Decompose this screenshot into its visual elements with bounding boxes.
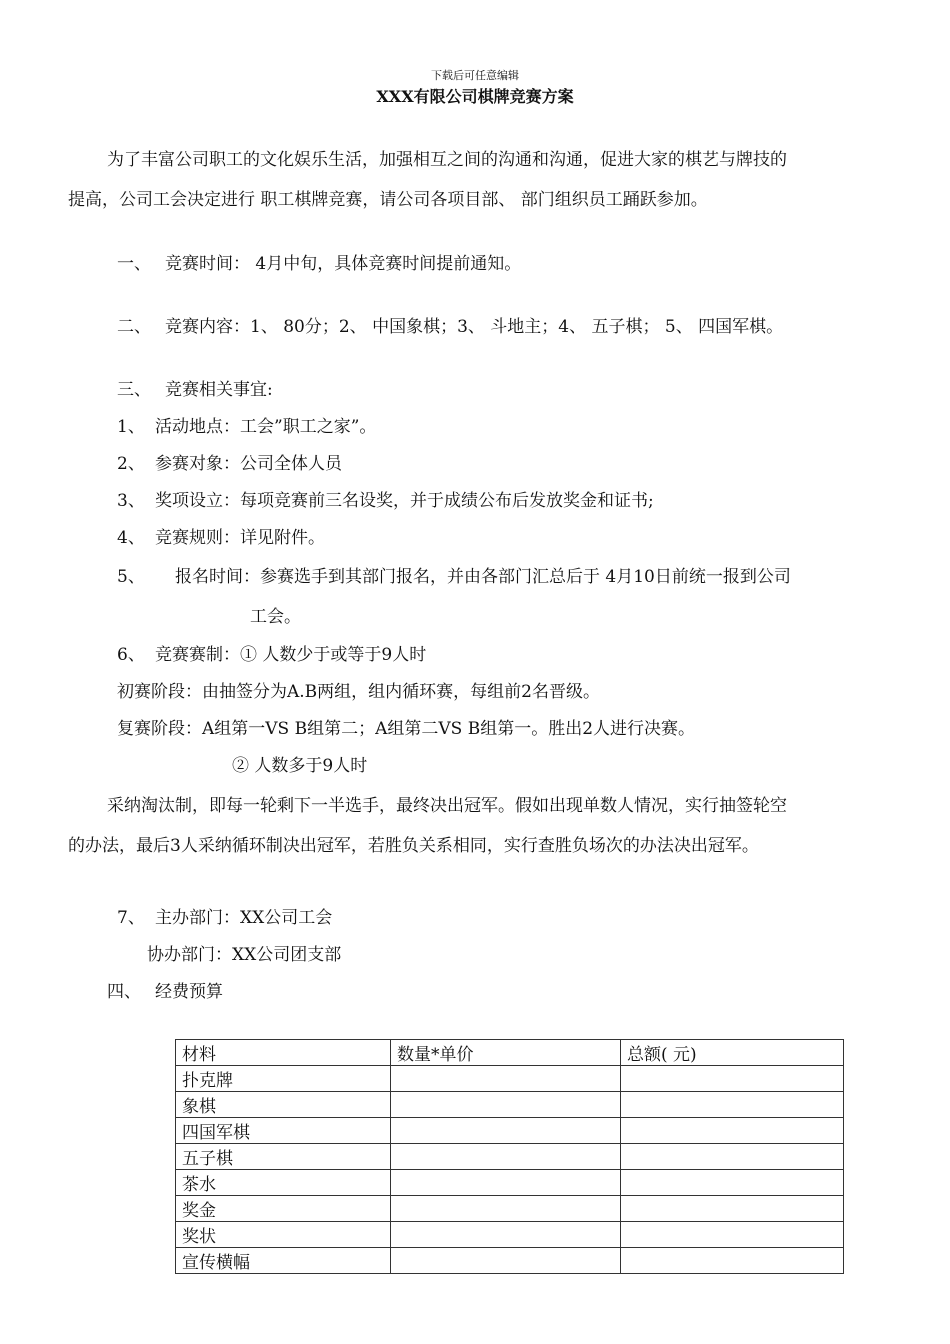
material-cell: 四国军棋 [176,1118,391,1144]
table-row [176,1066,844,1092]
column-header: 材料 [176,1040,391,1066]
material-cell: 奖金 [176,1196,391,1222]
item-4-text: 竞赛规则：详见附件。 [155,528,325,548]
item-5-number: 5、 [117,567,145,587]
preliminary-round: 初赛阶段：由抽签分为A.B两组，组内循环赛，每组前2名晋级。 [117,682,600,702]
column-header: 数量*单价 [391,1040,621,1066]
quantity-price-cell [391,1092,621,1118]
table-row [176,1170,844,1196]
total-cell [621,1092,844,1118]
total-cell [621,1170,844,1196]
table-row [176,1118,844,1144]
table-row [176,1222,844,1248]
knockout-line-2: 的办法，最后3人采纳循环制决出冠军，若胜负关系相同，实行查胜负场次的办法决出冠军。 [68,836,759,856]
item-5-continuation: 工会。 [250,607,301,627]
quantity-price-cell [391,1170,621,1196]
table-row [176,1196,844,1222]
organizer: 主办部门：XX公司工会 [155,908,333,928]
table-header-row [176,1040,844,1066]
page-title: XXX有限公司棋牌竞赛方案 [376,87,574,106]
total-cell [621,1248,844,1274]
item-7-number: 7、 [117,908,145,928]
material-cell: 象棋 [176,1092,391,1118]
item-2-text: 参赛对象：公司全体人员 [155,454,342,474]
co-organizer: 协办部门：XX公司团支部 [147,945,342,965]
quantity-price-cell [391,1196,621,1222]
section-2-number: 二、 [117,317,151,337]
total-cell [621,1118,844,1144]
material-cell: 扑克牌 [176,1066,391,1092]
table-row [176,1144,844,1170]
knockout-line-1: 采纳淘汰制，即每一轮剩下一半选手，最终决出冠军。假如出现单数人情况，实行抽签轮空 [107,796,787,816]
section-4-text: 经费预算 [155,982,223,1002]
section-3-number: 三、 [117,380,151,400]
item-3-text: 奖项设立：每项竞赛前三名设奖，并于成绩公布后发放奖金和证书; [155,491,654,511]
item-5-text: 报名时间：参赛选手到其部门报名，并由各部门汇总后于 4月10日前统一报到公司 [175,567,791,587]
table-row [176,1248,844,1274]
material-cell: 五子棋 [176,1144,391,1170]
second-round: 复赛阶段：A组第一VS B组第二；A组第二VS B组第一。胜出2人进行决赛。 [117,719,696,739]
item-3-number: 3、 [117,491,145,511]
section-4-number: 四、 [107,982,141,1002]
intro-line-1: 为了丰富公司职工的文化娱乐生活，加强相互之间的沟通和沟通，促进大家的棋艺与牌技的 [107,150,787,170]
section-1-text: 竞赛时间： 4月中旬，具体竞赛时间提前通知。 [165,254,522,274]
quantity-price-cell [391,1144,621,1170]
material-cell: 宣传横幅 [176,1248,391,1274]
quantity-price-cell [391,1066,621,1092]
item-4-number: 4、 [117,528,145,548]
column-header: 总额( 元) [621,1040,844,1066]
material-cell: 奖状 [176,1222,391,1248]
budget-table [175,1039,844,1274]
header-note: 下载后可任意编辑 [431,69,519,82]
total-cell [621,1222,844,1248]
total-cell [621,1066,844,1092]
material-cell: 茶水 [176,1170,391,1196]
section-2-text: 竞赛内容：1、 80分；2、 中国象棋；3、 斗地主；4、 五子棋； 5、 四国军棋。 [165,317,784,337]
quantity-price-cell [391,1222,621,1248]
total-cell [621,1144,844,1170]
table-row [176,1092,844,1118]
section-3-heading: 竞赛相关事宜: [165,380,273,400]
item-1-text: 活动地点：工会”职工之家”。 [155,417,377,437]
item-2-number: 2、 [117,454,145,474]
item-6-text: 竞赛赛制：① 人数少于或等于9人时 [155,645,427,665]
quantity-price-cell [391,1248,621,1274]
case-more-than-nine: ② 人数多于9人时 [232,756,368,776]
section-1-number: 一、 [117,254,151,274]
item-6-number: 6、 [117,645,145,665]
quantity-price-cell [391,1118,621,1144]
total-cell [621,1196,844,1222]
intro-line-2: 提高，公司工会决定进行 职工棋牌竞赛，请公司各项目部、 部门组织员工踊跃参加。 [68,190,708,210]
item-1-number: 1、 [117,417,145,437]
